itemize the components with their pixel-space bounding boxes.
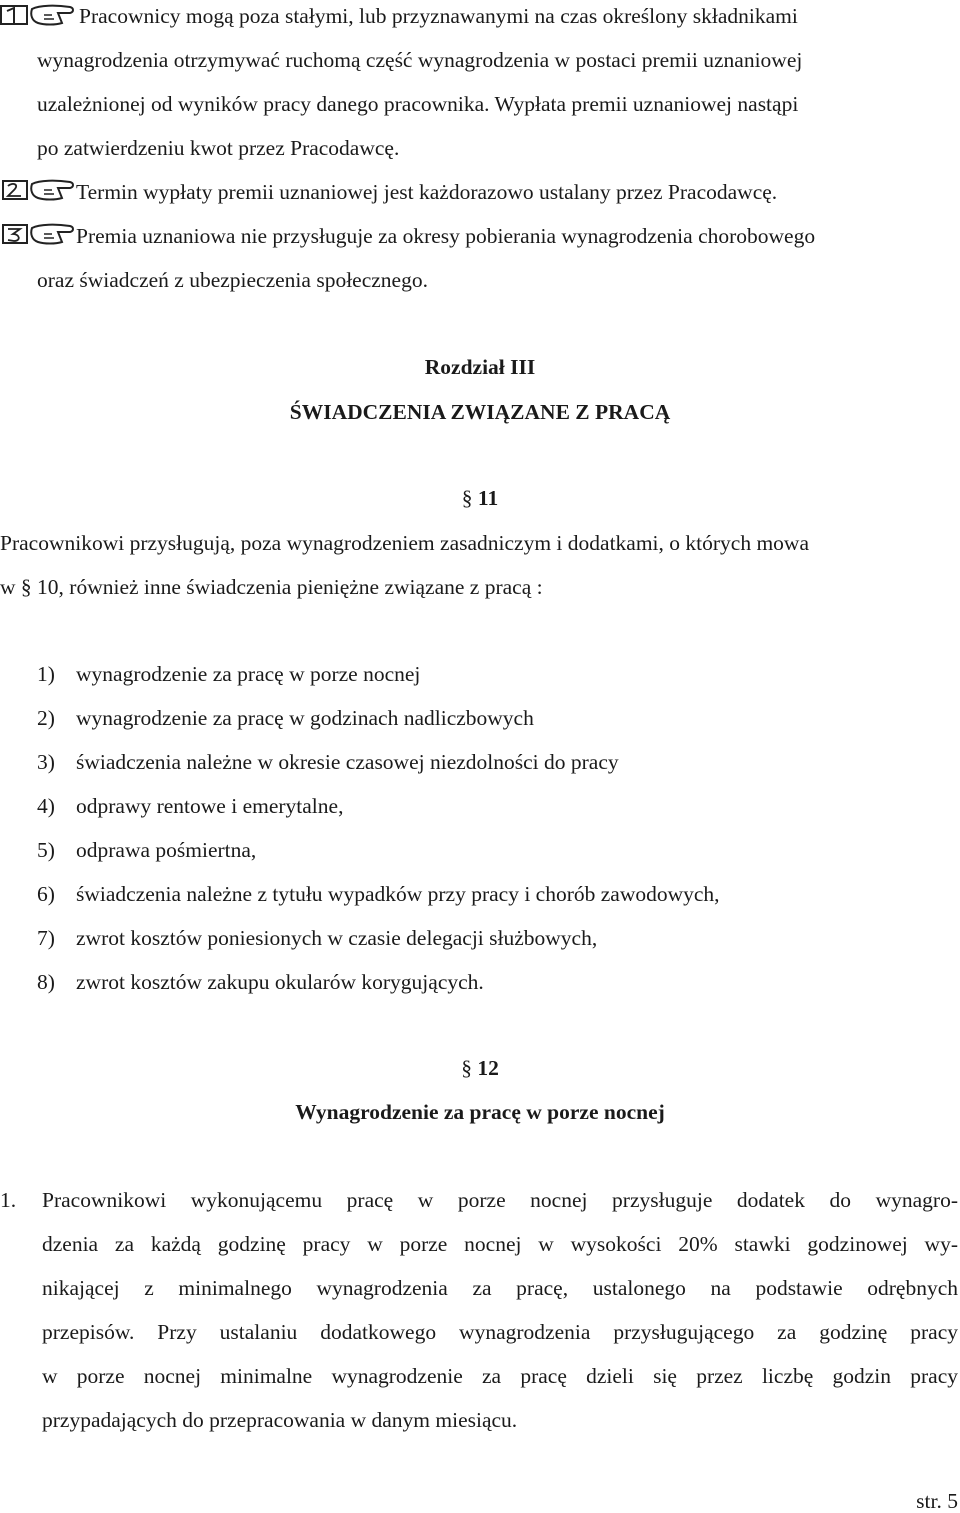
- paragraph-line-5: w porze nocnej minimalne wynagrodzenie za pracę dzieli się przez liczbę godzin pracy: [42, 1364, 958, 1388]
- list-item: odprawa pośmiertna,: [76, 838, 257, 862]
- list-item-number: 5): [37, 838, 55, 862]
- bullet-1-line-3: uzależnionej od wyników pracy danego pracownika. Wypłata premii uznaniowej nastąpi: [37, 92, 799, 116]
- numbered-hand-icon: [2, 222, 78, 252]
- page-number: str. 5: [916, 1489, 958, 1513]
- bullet-1-line-2: wynagrodzenia otrzymywać ruchomą część wynagrodzenia w postaci premii uznaniowej: [37, 48, 803, 72]
- section-mark: §: [20, 575, 32, 599]
- intro-word: w: [0, 575, 16, 599]
- list-item-number: 8): [37, 970, 55, 994]
- section-12-number: 12: [477, 1056, 499, 1080]
- section-mark: §: [461, 486, 473, 510]
- list-item: wynagrodzenie za pracę w porze nocnej: [76, 662, 421, 686]
- paragraph-line-6: przypadających do przepracowania w danym miesiącu.: [42, 1408, 518, 1432]
- paragraph-line-3: nikającej z minimalnego wynagrodzenia za pracę, ustalonego na podstawie odrębnych: [42, 1276, 958, 1300]
- list-item-number: 2): [37, 706, 55, 730]
- bullet-3-line-2: oraz świadczeń z ubezpieczenia społecznego.: [37, 268, 428, 292]
- section-12-title: Wynagrodzenie za pracę w porze nocnej: [295, 1100, 665, 1124]
- list-item: odprawy rentowe i emerytalne,: [76, 794, 344, 818]
- list-item: świadczenia należne w okresie czasowej niezdolności do pracy: [76, 750, 619, 774]
- list-item-number: 1): [37, 662, 55, 686]
- chapter-number: Rozdział III: [424, 355, 536, 379]
- list-item-number: 6): [37, 882, 55, 906]
- paragraph-number: 1.: [0, 1188, 17, 1212]
- bullet-3-line-1: Premia uznaniowa nie przysługuje za okresy pobierania wynagrodzenia chorobowego: [76, 224, 816, 248]
- section-11-heading: [0, 488, 960, 510]
- numbered-hand-icon: [0, 3, 76, 33]
- list-item-number: 7): [37, 926, 55, 950]
- bullet-1-line-4: po zatwierdzeniu kwot przez Pracodawcę.: [37, 136, 400, 160]
- list-item: świadczenia należne z tytułu wypadków przy pracy i chorób zawodowych,: [76, 882, 720, 906]
- list-item: wynagrodzenie za pracę w godzinach nadliczbowych: [76, 706, 534, 730]
- section-11-intro-line-1: Pracownikowi przysługują, poza wynagrodzeniem zasadniczym i dodatkami, o których mowa: [0, 531, 810, 555]
- bullet-2-line-1: Termin wypłaty premii uznaniowej jest każdorazowo ustalany przez Pracodawcę.: [76, 180, 778, 204]
- section-mark: §: [461, 1056, 472, 1080]
- list-item: zwrot kosztów zakupu okularów korygujących.: [76, 970, 484, 994]
- numbered-hand-icon: [2, 178, 78, 208]
- list-item-number: 4): [37, 794, 55, 818]
- paragraph-line-2: dzenia za każdą godzinę pracy w porze nocnej w wysokości 20% stawki godzinowej wy-: [42, 1232, 958, 1256]
- paragraph-line-4: przepisów. Przy ustalaniu dodatkowego wynagrodzenia przysługującego za godzinę pracy: [42, 1320, 958, 1344]
- section-11-intro-line-2: [0, 577, 543, 599]
- list-item: zwrot kosztów poniesionych w czasie delegacji służbowych,: [76, 926, 598, 950]
- paragraph-line-1: Pracownikowi wykonującemu pracę w porze nocnej przysługuje dodatek do wynagro-: [42, 1188, 958, 1212]
- bullet-1-line-1: Pracownicy mogą poza stałymi, lub przyznawanymi na czas określony składnikami: [79, 4, 798, 28]
- section-11-number: 11: [477, 486, 499, 510]
- section-12-heading: [0, 1058, 960, 1080]
- list-item-number: 3): [37, 750, 55, 774]
- intro-rest: 10, również inne świadczenia pieniężne związane z pracą :: [37, 575, 543, 599]
- chapter-title: ŚWIADCZENIA ZWIĄZANE Z PRACĄ: [289, 400, 671, 424]
